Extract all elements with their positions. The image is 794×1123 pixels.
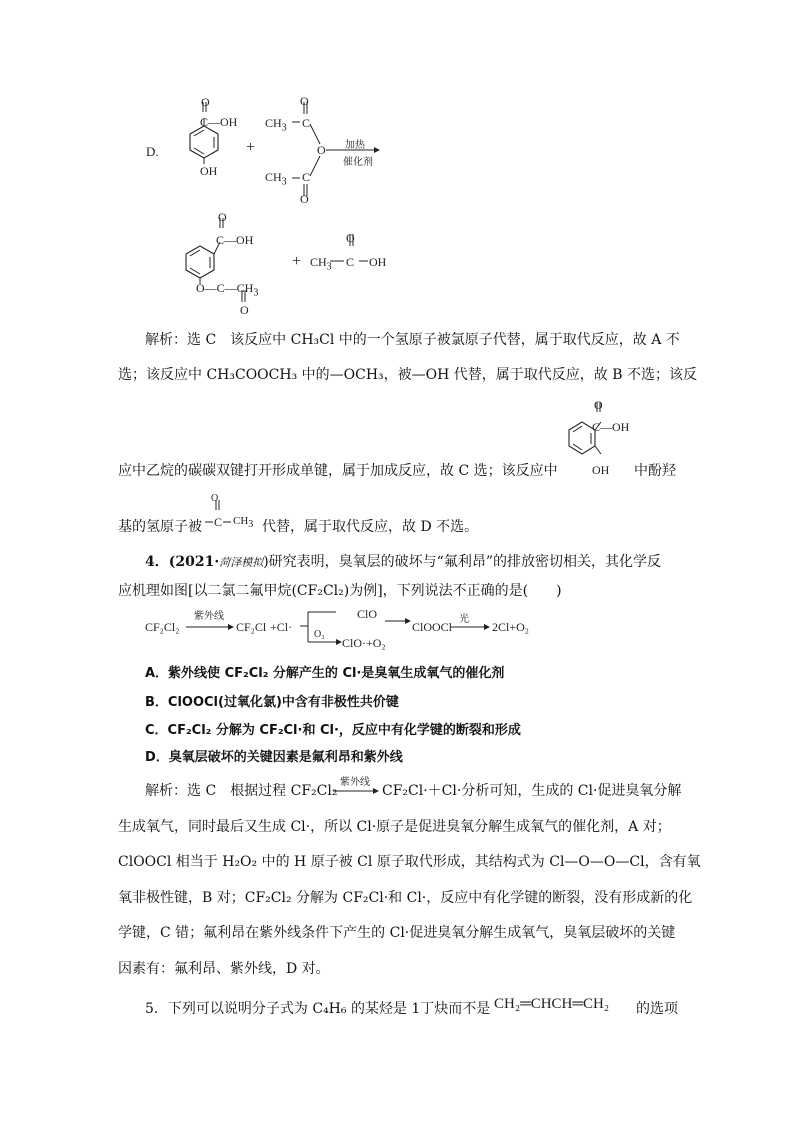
analysis2-line4: 氧非极性键，B 对；CF₂Cl₂ 分解为 CF₂Cl·和 Cl·，反应中有化学键的断裂，没有形成新的化 [118,890,693,906]
scheme-light: 光 [459,614,469,625]
salicylic-cooh: C—OH [200,115,238,129]
analysis1-line2: 选；该反应中 CH₃COOCH₃ 中的—OCH₃，被—OH 代替，属于取代反应，故 B 不选；该反 [118,367,697,383]
scheme-final: 2Cl+O₂ [492,620,529,634]
arrow-condition-catalyst: 催化剂 [343,157,373,168]
analysis2-line1a: 解析：选 C 根据过程 CF₂Cl₂ [145,783,338,799]
analysis1-line4a: 基的氢原子被 [118,519,202,535]
scheme-cf2cl2: CF₂Cl₂ [145,620,180,634]
q4-option-b: B．ClOOCl(过氧化氯)中含有非极性共价键 [145,695,399,710]
scheme-cloocl: ClOOCl [412,620,453,634]
analysis2-arrow [333,786,383,796]
aspirin-cooh: C—OH [216,233,254,247]
analysis2-line2: 生成氧气，同时最后又生成 Cl·，所以 Cl·原子是促进臭氧分解生成氧气的催化剂，A 对； [118,819,671,835]
q4-option-c: C．CF₂Cl₂ 分解为 CF₂Cl·和 Cl·，反应中有化学键的断裂和形成 [145,723,521,738]
q5-formula: CH₂═CHCH═CH₂ [494,996,610,1012]
q4-stem-line1: 4．(2021·菏泽模拟)研究表明，臭氧层的破坏与“氟利昂”的排放密切相关，其化学反 [145,554,661,570]
inline-acetyl-o: O [211,493,219,504]
inline-acetyl-ch3: $CH_3$ [233,515,254,531]
aspirin-o-top: O [218,210,227,224]
q4-option-a: A．紫外线使 CF₂Cl₂ 分解产生的 Cl·是臭氧生成氧气的催化剂 [145,666,505,681]
scheme-clo-o2: ClO·+O₂ [342,636,386,650]
analysis2-line5: 学键，C 错；氟利昂在紫外线条件下产生的 Cl·促进臭氧分解生成氧气，臭氧层破坏的关键 [118,925,676,941]
anhydride-bridge-o: O [317,143,326,157]
anhydride-o-bottom: O [300,192,309,206]
option-d-label: D. [146,144,159,159]
scheme-clo: ClO [357,607,378,621]
arrow-condition-heat: 加热 [345,140,365,151]
salicylic-oh: OH [200,164,218,178]
analysis2-line1b: CF₂Cl·＋Cl·分析可知，生成的 Cl·促进臭氧分解 [382,783,682,799]
analysis2-line6: 因素有：氟利昂、紫外线，D 对。 [118,961,330,977]
scheme-cf2cl: CF₂Cl [236,620,267,634]
scheme-arrow-1 [186,622,236,632]
scheme-plus-cl: +Cl· [270,620,293,634]
inline-salicylic-oh: OH [592,463,610,477]
anhydride-ch3-bottom: $CH_3$ [265,170,287,188]
salicylic-o: O [201,95,210,109]
acetic-o: O [346,231,355,245]
aspirin-ester: $O—C—CH_3$ [196,281,259,299]
inline-acetyl-c: C [214,515,223,529]
analysis1-line4b: 代替，属于取代反应，故 D 不选。 [262,519,479,535]
scheme-o3: O₃ [314,629,325,640]
q5-stem-b: 的选项 [636,1001,678,1017]
q5-stem-a: 5．下列可以说明分子式为 C₄H₆ 的某烃是 1丁炔而不是 [145,1001,491,1017]
aspirin-structure [160,210,280,320]
anhydride-c-top: C [302,116,311,130]
analysis1-line3b: 中酚羟 [634,463,676,479]
plus-sign: + [246,139,256,156]
aspirin-o-bottom: O [240,303,249,317]
q4-option-d: D．臭氧层破坏的关键因素是氟利昂和紫外线 [145,750,403,765]
inline-salicylic-cooh: C—OH [592,420,630,434]
inline-salicylic-o: O [594,398,603,412]
acetic-ch3: $CH_3$ [310,255,332,273]
plus-sign-2: + [292,253,302,270]
anhydride-o-top: O [300,94,309,108]
analysis2-uv: 紫外线 [340,777,370,788]
q4-stem-line2: 应机理如图[以二氯二氟甲烷(CF₂Cl₂)为例]，下列说法不正确的是( ) [118,583,562,599]
acetic-oh: OH [369,255,387,269]
analysis1-line1: 解析：选 C 该反应中 CH₃Cl 中的一个氢原子被氯原子代替，属于取代反应，故 A 不 [145,332,680,348]
analysis1-line3a: 应中乙烷的碳碳双键打开形成单键，属于加成反应，故 C 选；该反应中 [118,463,558,479]
anhydride-ch3-top: $CH_3$ [265,116,287,134]
scheme-uv: 紫外线 [194,611,224,622]
analysis2-line3: ClOOCl 相当于 H₂O₂ 中的 H 原子被 Cl 原子取代形成，其结构式为 Cl—O—O—Cl，含有氧 [118,854,701,870]
anhydride-c-bottom: C [302,170,311,184]
acetic-c: C [346,255,355,269]
